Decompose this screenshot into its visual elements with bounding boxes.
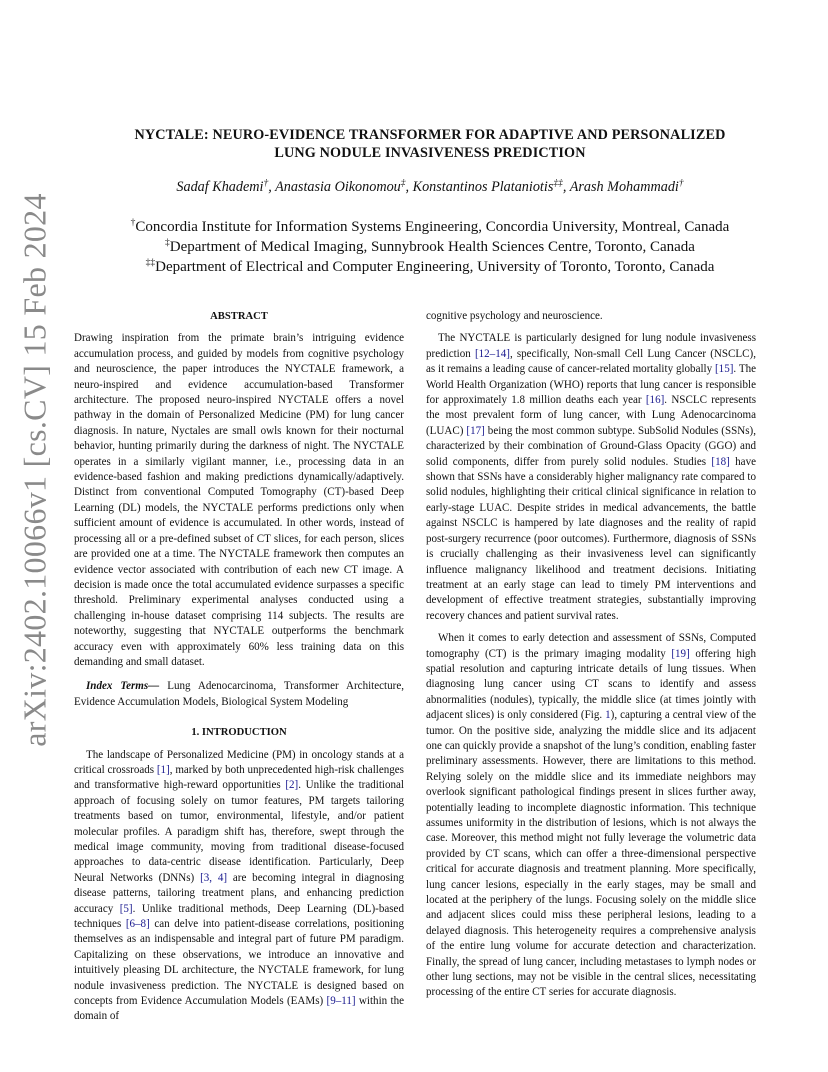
index-terms-text: Lung Adenocarcinoma, Transformer Architecture, Evidence Accumulation Models, Biological System Modeling bbox=[74, 680, 404, 708]
text-run: offering high spatial resolution and capturing intricate details of lung tissues. When diagnosing lung cancer using CT scans to identify and assess abnormalities (nodules), typically, the middle slice (at times jointly with adjacent slices) is only considered (Fig. bbox=[426, 647, 756, 722]
figure-link[interactable]: 1 bbox=[605, 709, 611, 722]
affiliation-mark: ‡ bbox=[165, 238, 170, 248]
arxiv-identifier[interactable]: arXiv:2402.10066v1 [cs.CV] 15 Feb 2024 bbox=[16, 193, 53, 747]
affiliation-3 bbox=[70, 257, 790, 277]
affiliation-text: Department of Electrical and Computer Engineering, University of Toronto, Toronto, Canada bbox=[155, 259, 715, 275]
affiliation-text: Department of Medical Imaging, Sunnybrook Health Sciences Centre, Toronto, Canada bbox=[169, 239, 695, 255]
text-run: ), capturing a central view of the tumor. On the positive side, analyzing the middle slice and its adjacent one can quickly provide a snapshot of the lung’s condition, enabling faster preliminary assessments. However, there are limitations to this method. Relying solely on the middle slice and its immediate neighbors may overlook significant pathological findings present in slices further away, potentially leading to incomplete diagnostic information. This technique assumes uniformity in the distribution of lesions, which is not always the case. Moreover, this method might not fully leverage the volumetric data provided by CT scans, which can offer a three-dimensional perspective critical for accurate diagnosis and treatment planning. More specifically, lung cancer lesions, especially in the early stages, may be small and located at the periphery of the lungs. Focusing solely on the middle slice and adjacent slices could miss these peripheral lesions, leading to a delayed diagnosis. This heterogeneity requires a comprehensive analysis of the entire lung volume for accurate detection and characterization. Finally, the spread of lung cancer, including metastases to lymph nodes or other lung sections, may not be visible in the central slices, necessitating processing of the entire CT series for accurate diagnosis. bbox=[426, 709, 757, 999]
author-4-mark: † bbox=[678, 178, 684, 189]
author-1-mark: † bbox=[263, 178, 269, 189]
text-run: , marked by both unprecedented high-risk challenges and transformative high-reward opportunities bbox=[74, 763, 404, 792]
text-run: The NYCTALE is particularly designed for lung nodule invasiveness prediction bbox=[426, 332, 756, 360]
intro-paragraph-2 bbox=[426, 331, 756, 624]
citation-link[interactable]: [6–8] bbox=[125, 918, 150, 931]
title-line-2: LUNG NODULE INVASIVENESS PREDICTION bbox=[274, 145, 586, 161]
author-2-mark: ‡ bbox=[400, 178, 406, 189]
author-3: Konstantinos Plataniotis bbox=[412, 179, 554, 195]
citation-link[interactable]: [1] bbox=[156, 763, 170, 776]
citation-link[interactable]: [9–11] bbox=[326, 995, 356, 1008]
author-3-mark: ‡‡ bbox=[553, 178, 563, 189]
citation-link[interactable]: [18] bbox=[711, 455, 730, 468]
author-separator: , bbox=[268, 179, 276, 195]
text-run: , specifically, Non-small Cell Lung Cancer (NSCLC), as it remains a leading cause of cancer-related mortality globally bbox=[426, 347, 756, 376]
affiliation-text: Concordia Institute for Information Systems Engineering, Concordia University, Montreal, Canada bbox=[135, 219, 730, 235]
affiliation-2 bbox=[70, 237, 790, 257]
citation-link[interactable]: [3, 4] bbox=[200, 871, 228, 884]
intro-heading: 1. INTRODUCTION bbox=[191, 727, 287, 739]
text-run: The landscape of Personalized Medicine (PM) in oncology stands at a critical crossroads bbox=[74, 748, 404, 776]
text-run: can delve into patient-disease correlations, positioning themselves as an indispensable and integral part of future PM paradigm. Capitalizing on these observations, we introduce an innovative and intuitively pleasing DL architecture, the NYCTALE framework, for lung nodule invasiveness prediction. The NYCTALE is designed based on concepts from Evidence Accumulation Models (EAMs) bbox=[74, 918, 404, 1008]
paragraph-gap bbox=[426, 324, 756, 331]
citation-link[interactable]: [19] bbox=[671, 647, 690, 660]
intro-continuation: cognitive psychology and neuroscience. bbox=[426, 310, 603, 322]
author-1: Sadaf Khademi bbox=[176, 179, 264, 195]
citation-link[interactable]: [16] bbox=[645, 394, 665, 407]
text-run: within the domain of bbox=[74, 995, 404, 1023]
abstract-text: Drawing inspiration from the primate brain’s intriguing evidence accumulation process, and guided by models from cognitive psychology and neuroscience, the paper introduces the NYCTALE framework, a neuro-inspired and evidence accumulation-based Transformer architecture. The proposed neuro-inspired NYCTALE offers a novel pathway in the domain of Personalized Medicine (PM) for lung cancer diagnosis. In nature, Nyctales are small owls known for their nocturnal behavior, hunting primarily during the darkness of night. The NYCTALE operates in a similarly vigilant manner, i.e., processing data in an evidence-based fashion and making predictions dynamically/adaptively. Distinct from conventional Computed Tomography (CT)-based Deep Learning (DL) models, the NYCTALE performs predictions only when sufficient amount of evidence is accumulated. In other words, instead of processing all or a pre-defined subset of CT slices, for each person, slices are provided one at a time. The NYCTALE framework then computes an evidence vector associated with contribution of each new CT image. A decision is made once the total accumulated evidence surpasses a specific threshold. Preliminary experimental analyses conducted using a challenging in-house dataset comprising 114 subjects. The results are noteworthy, suggesting that NYCTALE outperforms the benchmark accuracy even with approximately 60% less training data on this demanding and small dataset. bbox=[74, 332, 404, 668]
text-run: When it comes to early detection and assessment of SSNs, Computed tomography (CT) is the primary imaging modality bbox=[426, 632, 756, 660]
left-column bbox=[74, 309, 404, 1025]
text-run: . Unlike traditional methods, Deep Learning (DL)-based techniques bbox=[74, 902, 404, 931]
paper-title bbox=[70, 126, 790, 162]
author-separator: , bbox=[405, 179, 413, 195]
text-run: are becoming integral in diagnosing disease patterns, tailoring treatment plans, and enhancing prediction accuracy bbox=[74, 871, 404, 915]
abstract-heading: ABSTRACT bbox=[210, 311, 268, 322]
text-run: . Unlike the traditional approach of focusing solely on tumor features, PM targets tailoring treatments based on tumor, environmental, lifestyle, and/or patient molecular profiles. A paradigm shift has, therefore, swept through the medical image community, moving from traditional disease-focused approaches to data-centric disease identification. Particularly, Deep Neural Networks (DNNs) bbox=[74, 779, 404, 884]
affiliation-1 bbox=[70, 217, 790, 237]
index-terms bbox=[74, 679, 404, 710]
index-terms-label: Index Terms— bbox=[86, 680, 160, 693]
paragraph-gap bbox=[426, 624, 756, 631]
title-line-1: NYCTALE: NEURO-EVIDENCE TRANSFORMER FOR ADAPTIVE AND PERSONALIZED bbox=[134, 127, 726, 143]
author-separator: , bbox=[562, 179, 570, 195]
intro-paragraph-3 bbox=[426, 631, 756, 1001]
arxiv-sidebar bbox=[8, 193, 62, 747]
citation-link[interactable]: [17] bbox=[466, 424, 485, 437]
citation-link[interactable]: [2] bbox=[285, 779, 299, 792]
citation-link[interactable]: [12–14] bbox=[474, 347, 510, 360]
author-4: Arash Mohammadi bbox=[569, 179, 679, 195]
intro-paragraph-1 bbox=[74, 748, 404, 1025]
right-column bbox=[426, 309, 756, 1001]
affiliation-mark: ‡‡ bbox=[145, 258, 156, 268]
text-run: . NSCLC represents the most prevalent form of lung cancer, with Lung Adenocarcinoma (LUAC) bbox=[426, 394, 756, 437]
citation-link[interactable]: [15] bbox=[715, 363, 734, 376]
text-run: . The World Health Organization (WHO) reports that lung cancer is responsible for approximately 1.8 million deaths each year bbox=[426, 363, 756, 407]
text-run: being the most common subtype. SubSolid Nodules (SSNs), characterized by their combination of Ground-Glass Opacity (GGO) and solid components, differ from purely solid nodules. Studies bbox=[426, 424, 756, 468]
citation-link[interactable]: [5] bbox=[119, 902, 133, 915]
text-run: have shown that SSNs have a considerably higher malignancy rate compared to solid nodules, highlighting their critical clinical significance in relation to early-stage LUAC. Despite strides in medical advancements, the battle against NSCLC is hampered by late diagnoses and the reality of rapid post-surgery recurrence (poor outcomes). Furthermore, diagnosis of SSNs is crucially challenging as their invasiveness level can significantly influence malignancy likelihood and treatment decisions. Initiating treatment at an early stage can lead to timely PM interventions and development of effective treatment strategies, substantially improving recovery chances and patient survival rates. bbox=[426, 455, 756, 622]
author-2: Anastasia Oikonomou bbox=[275, 179, 401, 195]
affiliations bbox=[70, 217, 790, 277]
affiliation-mark: † bbox=[130, 218, 136, 228]
author-list bbox=[70, 179, 790, 196]
